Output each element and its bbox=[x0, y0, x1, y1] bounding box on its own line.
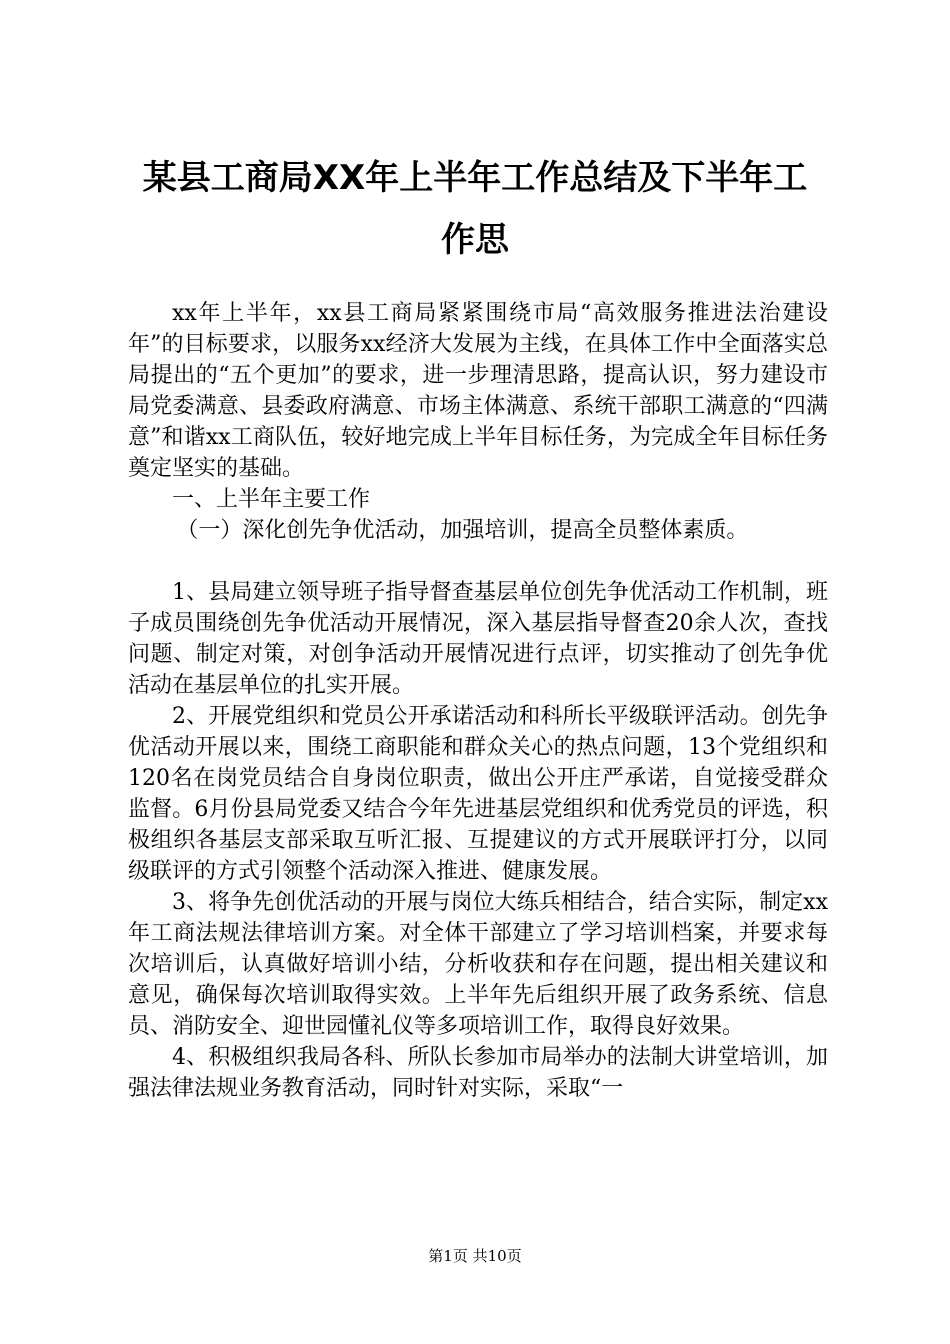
item-paragraph-4: 4、积极组织我局各科、所队长参加市局举办的法制大讲堂培训，加强法律法规业务教育活动，同时针对实际，采取“一 bbox=[128, 1045, 828, 1101]
intro-paragraph: xx年上半年，xx县工商局紧紧围绕市局“高效服务推进法治建设年”的目标要求，以服务xx经济大发展为主线，在具体工作中全面落实总局提出的“五个更加”的要求，进一步理清思路，提高认识，努力建设市局党委满意、县委政府满意、市场主体满意、系统干部职工满意的“四满意”和谐xx工商队伍，较好地完成上半年目标任务，为完成全年目标任务奠定坚实的基础。 bbox=[128, 301, 828, 481]
item-paragraph-1: 1、县局建立领导班子指导督查基层单位创先争优活动工作机制，班子成员围绕创先争优活动开展情况，深入基层指导督查20余人次，查找问题、制定对策，对创争活动开展情况进行点评，切实推动了创先争优活动在基层单位的扎实开展。 bbox=[128, 580, 828, 698]
section-heading: 一、上半年主要工作 bbox=[172, 487, 371, 512]
item-paragraph-3: 3、将争先创优活动的开展与岗位大练兵相结合，结合实际，制定xx年工商法规法律培训方案。对全体干部建立了学习培训档案，并要求每次培训后，认真做好培训小结，分析收获和存在问题，提出相关建议和意见，确保每次培训取得实效。上半年先后组织开展了政务系统、信息员、消防安全、迎世园懂礼仪等多项培训工作，取得良好效果。 bbox=[128, 890, 828, 1039]
subsection-heading: （一）深化创先争优活动，加强培训，提高全员整体素质。 bbox=[176, 518, 749, 543]
document-body bbox=[128, 298, 828, 1104]
document-title-line-1: 某县工商局XX年上半年工作总结及下半年工 bbox=[142, 158, 808, 198]
item-paragraph-2: 2、开展党组织和党员公开承诺活动和科所长平级联评活动。创先争优活动开展以来，围绕工商职能和群众关心的热点问题，13个党组织和120名在岗党员结合自身岗位职责，做出公开庄严承诺，自觉接受群众监督。6月份县局党委又结合今年先进基层党组织和优秀党员的评选，积极组织各基层支部采取互听汇报、互提建议的方式开展联评打分，以同级联评的方式引领整个活动深入推进、健康发展。 bbox=[128, 704, 828, 884]
page-footer: 第1页 共10页 bbox=[428, 1247, 522, 1265]
document-title-line-2: 作思 bbox=[441, 220, 509, 260]
